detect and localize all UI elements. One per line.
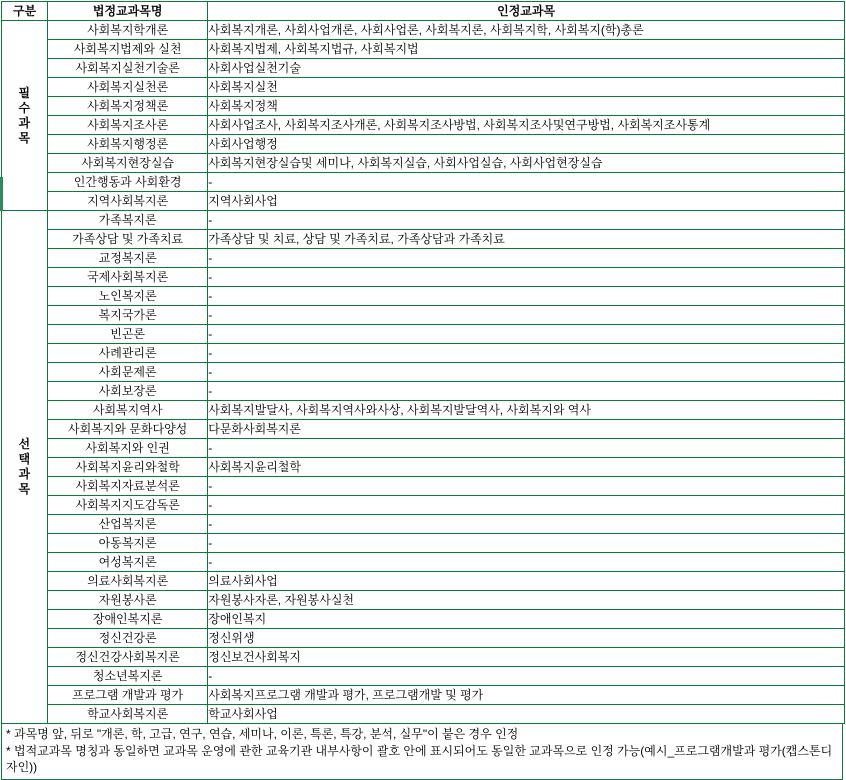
table-row xyxy=(2,21,845,40)
table-row xyxy=(2,135,845,154)
subject-table-sheet xyxy=(0,1,844,780)
legal-subject-cell: 국제사회복지론 xyxy=(48,268,208,287)
legal-subject-cell: 정신건강론 xyxy=(48,629,208,648)
table-row xyxy=(2,154,845,173)
table-row xyxy=(2,477,845,496)
legal-subject-cell: 사회복지와 인권 xyxy=(48,439,208,458)
recognized-subject-cell: 의료사회사업 xyxy=(208,572,845,591)
footnotes xyxy=(1,724,843,780)
recognized-subject-cell: - xyxy=(208,325,845,344)
table-row xyxy=(2,515,845,534)
recognized-subject-cell: - xyxy=(208,268,845,287)
table-row xyxy=(2,97,845,116)
legal-subject-cell: 지역사회복지론 xyxy=(48,192,208,211)
table-row xyxy=(2,572,845,591)
table-row xyxy=(2,40,845,59)
legal-subject-cell: 빈곤론 xyxy=(48,325,208,344)
table-row xyxy=(2,648,845,667)
legal-subject-cell: 가족복지론 xyxy=(48,211,208,230)
recognized-subject-cell: - xyxy=(208,382,845,401)
recognized-subject-cell: 사회복지현장실습및 세미나, 사회복지실습, 사회사업실습, 사회사업현장실습 xyxy=(208,154,845,173)
legal-subject-cell: 사회보장론 xyxy=(48,382,208,401)
legal-subject-cell: 아동복지론 xyxy=(48,534,208,553)
recognized-subject-cell: 사회사업행정 xyxy=(208,135,845,154)
recognized-subject-cell: 사회복지실천 xyxy=(208,78,845,97)
recognized-subject-cell: - xyxy=(208,287,845,306)
table-row xyxy=(2,78,845,97)
recognized-subject-cell: 사회복지윤리철학 xyxy=(208,458,845,477)
division-label-char: 택 xyxy=(18,452,31,466)
division-label-char: 필 xyxy=(18,85,31,100)
table-row xyxy=(2,401,845,420)
legal-subject-cell: 사회복지역사 xyxy=(48,401,208,420)
legal-subject-cell: 의료사회복지론 xyxy=(48,572,208,591)
legal-subject-cell: 노인복지론 xyxy=(48,287,208,306)
footnote-2: * 법적교과목 명칭과 동일하면 교과목 운영에 관한 교육기관 내부사항이 괄호 안에 표시되어도 동일한 교과목으로 인정 가능(예시_프로그램개발과 평가(캡스톤디자인)) xyxy=(6,743,833,774)
legal-subject-cell: 사회복지지도감독론 xyxy=(48,496,208,515)
recognized-subject-cell: 가족상담 및 치료, 상담 및 가족치료, 가족상담과 가족치료 xyxy=(208,230,845,249)
legal-subject-cell: 인간행동과 사회환경 xyxy=(48,173,208,192)
table-body xyxy=(2,2,845,724)
recognized-subject-cell: 사회복지프로그램 개발과 평가, 프로그램개발 및 평가 xyxy=(208,686,845,705)
recognized-subject-cell: - xyxy=(208,515,845,534)
legal-subject-cell: 사회복지윤리와철학 xyxy=(48,458,208,477)
legal-subject-cell: 학교사회복지론 xyxy=(48,705,208,724)
table-row xyxy=(2,306,845,325)
division-label-char: 목 xyxy=(18,130,31,145)
recognized-subject-cell: - xyxy=(208,534,845,553)
recognized-subject-cell: - xyxy=(208,477,845,496)
legal-subject-cell: 사회복지학개론 xyxy=(48,21,208,40)
recognized-subject-cell: 사회사업조사, 사회복지조사개론, 사회복지조사방법, 사회복지조사및연구방법, 사회복지조사통계 xyxy=(208,116,845,135)
table-row xyxy=(2,268,845,287)
recognized-subject-cell: - xyxy=(208,211,845,230)
legal-subject-cell: 사회복지와 문화다양성 xyxy=(48,420,208,439)
footnote-1: * 과목명 앞, 뒤로 "개론, 학, 고급, 연구, 연습, 세미나, 이론, 특론, 특강, 분석, 실무"이 붙은 경우 인정 xyxy=(6,727,519,741)
table-row xyxy=(2,230,845,249)
recognized-subject-cell: - xyxy=(208,439,845,458)
left-accent-mark xyxy=(0,177,3,211)
legal-subject-cell: 장애인복지론 xyxy=(48,610,208,629)
legal-subject-cell: 사회복지현장실습 xyxy=(48,154,208,173)
table-row xyxy=(2,116,845,135)
division-label-char: 수 xyxy=(18,100,31,115)
legal-subject-cell: 사회복지행정론 xyxy=(48,135,208,154)
recognized-subject-cell: 사회복지정책 xyxy=(208,97,845,116)
legal-subject-cell: 사회문제론 xyxy=(48,363,208,382)
recognized-subject-cell: 다문화사회복지론 xyxy=(208,420,845,439)
subject-table xyxy=(1,1,845,724)
table-row xyxy=(2,344,845,363)
division-label-char: 과 xyxy=(18,115,31,130)
table-row xyxy=(2,192,845,211)
recognized-subject-cell: - xyxy=(208,363,845,382)
table-row xyxy=(2,382,845,401)
recognized-subject-cell: 학교사회사업 xyxy=(208,705,845,724)
division-label-required xyxy=(2,21,48,211)
legal-subject-cell: 복지국가론 xyxy=(48,306,208,325)
legal-subject-cell: 사회복지법제와 실천 xyxy=(48,40,208,59)
table-row xyxy=(2,420,845,439)
table-row xyxy=(2,686,845,705)
legal-subject-cell: 사회복지실천론 xyxy=(48,78,208,97)
table-row xyxy=(2,629,845,648)
table-row xyxy=(2,211,845,230)
division-label-char: 과 xyxy=(18,467,31,481)
table-row xyxy=(2,439,845,458)
legal-subject-cell: 정신건강사회복지론 xyxy=(48,648,208,667)
recognized-subject-cell: - xyxy=(208,249,845,268)
recognized-subject-cell: 사회복지개론, 사회사업개론, 사회사업론, 사회복지론, 사회복지학, 사회복지(학)총론 xyxy=(208,21,845,40)
table-row xyxy=(2,610,845,629)
legal-subject-cell: 사회복지정책론 xyxy=(48,97,208,116)
recognized-subject-cell: 사회복지법제, 사회복지법규, 사회복지법 xyxy=(208,40,845,59)
legal-subject-cell: 사회복지조사론 xyxy=(48,116,208,135)
table-row xyxy=(2,325,845,344)
division-label-char: 선 xyxy=(18,437,31,451)
legal-subject-cell: 프로그램 개발과 평가 xyxy=(48,686,208,705)
table-row xyxy=(2,553,845,572)
recognized-subject-cell: 사회복지발달사, 사회복지역사와사상, 사회복지발달역사, 사회복지와 역사 xyxy=(208,401,845,420)
legal-subject-cell: 여성복지론 xyxy=(48,553,208,572)
recognized-subject-cell: 사회사업실천기술 xyxy=(208,59,845,78)
table-row xyxy=(2,458,845,477)
recognized-subject-cell: 장애인복지 xyxy=(208,610,845,629)
table-row xyxy=(2,591,845,610)
recognized-subject-cell: - xyxy=(208,344,845,363)
legal-subject-cell: 사회복지실천기술론 xyxy=(48,59,208,78)
recognized-subject-cell: - xyxy=(208,173,845,192)
division-label-char: 목 xyxy=(18,482,31,496)
table-row xyxy=(2,705,845,724)
recognized-subject-cell: - xyxy=(208,667,845,686)
legal-subject-cell: 사례관리론 xyxy=(48,344,208,363)
recognized-subject-cell: - xyxy=(208,553,845,572)
table-row xyxy=(2,363,845,382)
recognized-subject-cell: - xyxy=(208,496,845,515)
table-row xyxy=(2,496,845,515)
legal-subject-cell: 산업복지론 xyxy=(48,515,208,534)
legal-subject-cell: 교정복지론 xyxy=(48,249,208,268)
recognized-subject-cell: 지역사회사업 xyxy=(208,192,845,211)
header-legal-subject: 법정교과목명 xyxy=(48,2,208,21)
recognized-subject-cell: 자원봉사자론, 자원봉사실천 xyxy=(208,591,845,610)
recognized-subject-cell: 정신보건사회복지 xyxy=(208,648,845,667)
legal-subject-cell: 청소년복지론 xyxy=(48,667,208,686)
table-row xyxy=(2,287,845,306)
recognized-subject-cell: - xyxy=(208,306,845,325)
legal-subject-cell: 사회복지자료분석론 xyxy=(48,477,208,496)
table-row xyxy=(2,249,845,268)
recognized-subject-cell: 정신위생 xyxy=(208,629,845,648)
header-recognized-subject: 인정교과목 xyxy=(208,2,845,21)
table-row xyxy=(2,534,845,553)
table-header-row xyxy=(2,2,845,21)
header-division: 구분 xyxy=(2,2,48,21)
division-label-elective xyxy=(2,211,48,724)
table-row xyxy=(2,173,845,192)
legal-subject-cell: 자원봉사론 xyxy=(48,591,208,610)
legal-subject-cell: 가족상담 및 가족치료 xyxy=(48,230,208,249)
table-row xyxy=(2,59,845,78)
table-row xyxy=(2,667,845,686)
